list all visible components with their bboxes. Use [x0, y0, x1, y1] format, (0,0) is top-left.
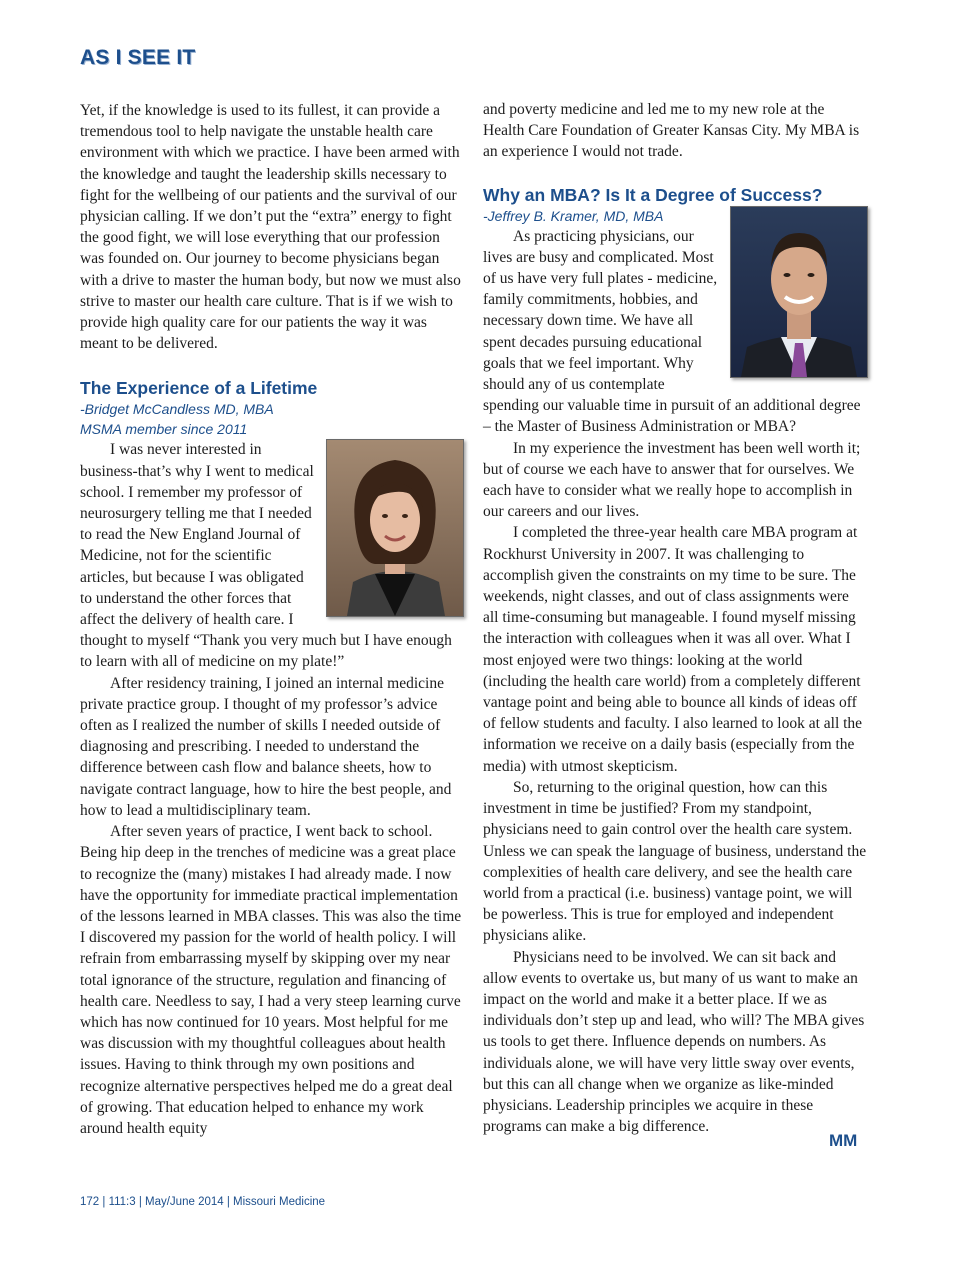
left-column — [80, 100, 464, 1139]
member-note: MSMA member since 2011 — [80, 421, 248, 438]
author-photo-mccandless — [326, 439, 464, 617]
continuation-paragraph: and poverty medicine and led me to my new role at the Health Care Foundation of Greater Kansas City. My MBA is an experience I would not trade. — [483, 101, 860, 161]
end-mark: MM — [829, 1131, 858, 1150]
article-paragraph: I completed the three-year health care MBA program at Rockhurst University in 2007. It was challenging to accomplish given the constraints on my time to be sure. The weekends, night classes, and out of class assignments were all time-consuming but manageable. I found myself missing the interaction with colleagues when it was all over. What I most enjoyed were two things: looking at the world (including the health care world) from a completely different vantage point and being able to bounce all kinds of ideas off of fellow students and faculty. I also learned to look at all the information we receive on a daily basis (especially from the media) with utmost skepticism. — [483, 524, 863, 775]
article-paragraph: Physicians need to be involved. We can sit back and allow events to overtake us, but many of us want to make an impact on the world and make it a better place. If we as individuals don’t step up and lead, who will? The MBA gives us tools to get there. Influence depends on numbers. As individuals alone, we will have very little sway over events, but this can all change when we organize as like-minded physicians. Leadership principles we acquire in these programs can make a big difference. — [483, 948, 865, 1136]
author-byline-kramer: -Jeffrey B. Kramer, MD, MBA — [483, 207, 664, 224]
article-paragraph: After seven years of practice, I went back to school. Being hip deep in the trenches of medicine was a great place to recognize the (many) mistakes I had already made. I now have the opportunity for immediate practical implementation of the lessons learned in MBA classes. This was also the time I discovered my passion for the world of health policy. I will refrain from embarrassing myself by skipping over my near total ignorance of the structure, regulation and financing of health care. Needless to say, I had a very steep learning curve which has now continued for 10 years. Most helpful for me was discussion with my thoughtful colleagues about health issues. Having to think through my own positions and recognize alternative perspectives helped me do a great deal of growing. That education helped to enhance my work around health equity — [80, 823, 462, 1137]
article-paragraph: As practicing physicians, our lives are busy and complicated. Most of us have very full plates - medicine, family commitments, hobbies, and necessary down time. We have all spent decades pursuing educational goals that we feel important. Why should any of us contemplate spending our valuable time in pursuit of an additional degree – the Master of Business Administration or MBA? — [483, 227, 861, 436]
article-paragraph: In my experience the investment has been well worth it; but of course we each have to answer that for ourselves. We each have to consider what we really hope to accomplish in our careers and our lives. — [483, 439, 861, 521]
article-paragraph: So, returning to the original question, how can this investment in time be justified? From my standpoint, physicians need to gain control over the health care system. Unless we can speak the language of business, understand the complexities of health care delivery, and see the health care world from a practical (i.e. business) vantage point, we will be powerless. This is true for employed and independent physicians alike. — [483, 778, 867, 945]
section-label: AS I SEE IT — [80, 46, 196, 69]
portrait-man-image — [731, 207, 867, 377]
article-paragraph: After residency training, I joined an internal medicine private practice group. I thought of my professor’s advice often as I realized the number of skills I needed outside of diagnosing and prescribing. I needed to understand the difference between cash flow and balance sheets, how to navigate contract language, how to hire the best people, and how to lead a multidisciplinary team. — [80, 674, 452, 819]
page-footer: 172 | 111:3 | May/June 2014 | Missouri Medicine — [80, 1196, 326, 1208]
article-title-experience: The Experience of a Lifetime — [80, 378, 318, 399]
article-paragraph: I was never interested in business-that’s why I went to medical school. I remember my professor of neurosurgery telling me that I needed to read the New England Journal of Medicine, not for the scientific articles, but because I was obligated to understand the other forces that affect the delivery of health care. I thought to myself “Thank you very much but I have enough to learn with all of medicine on my plate!” — [80, 441, 452, 671]
author-byline-mccandless: -Bridget McCandless MD, MBA — [80, 401, 274, 418]
right-column — [483, 99, 868, 1137]
article-title-mba: Why an MBA? Is It a Degree of Success? — [483, 184, 823, 205]
author-photo-kramer — [730, 206, 868, 378]
portrait-woman-image — [327, 440, 463, 616]
intro-paragraph: Yet, if the knowledge is used to its fullest, it can provide a tremendous tool to help navigate the unstable health care environment with which we practice. I have been armed with the knowledge and taught the leadership skills necessary to fight for the wellbeing of our patients and the survival of our physician calling. If we don’t put the “extra” energy to fight the good fight, we will lose everything that our profession was founded on. Our journey to become physicians began with a drive to master the human body, but now we must also strive to master our health care culture. That is if we wish to provide high quality care for our patients the way it was meant to be delivered. — [80, 102, 461, 353]
